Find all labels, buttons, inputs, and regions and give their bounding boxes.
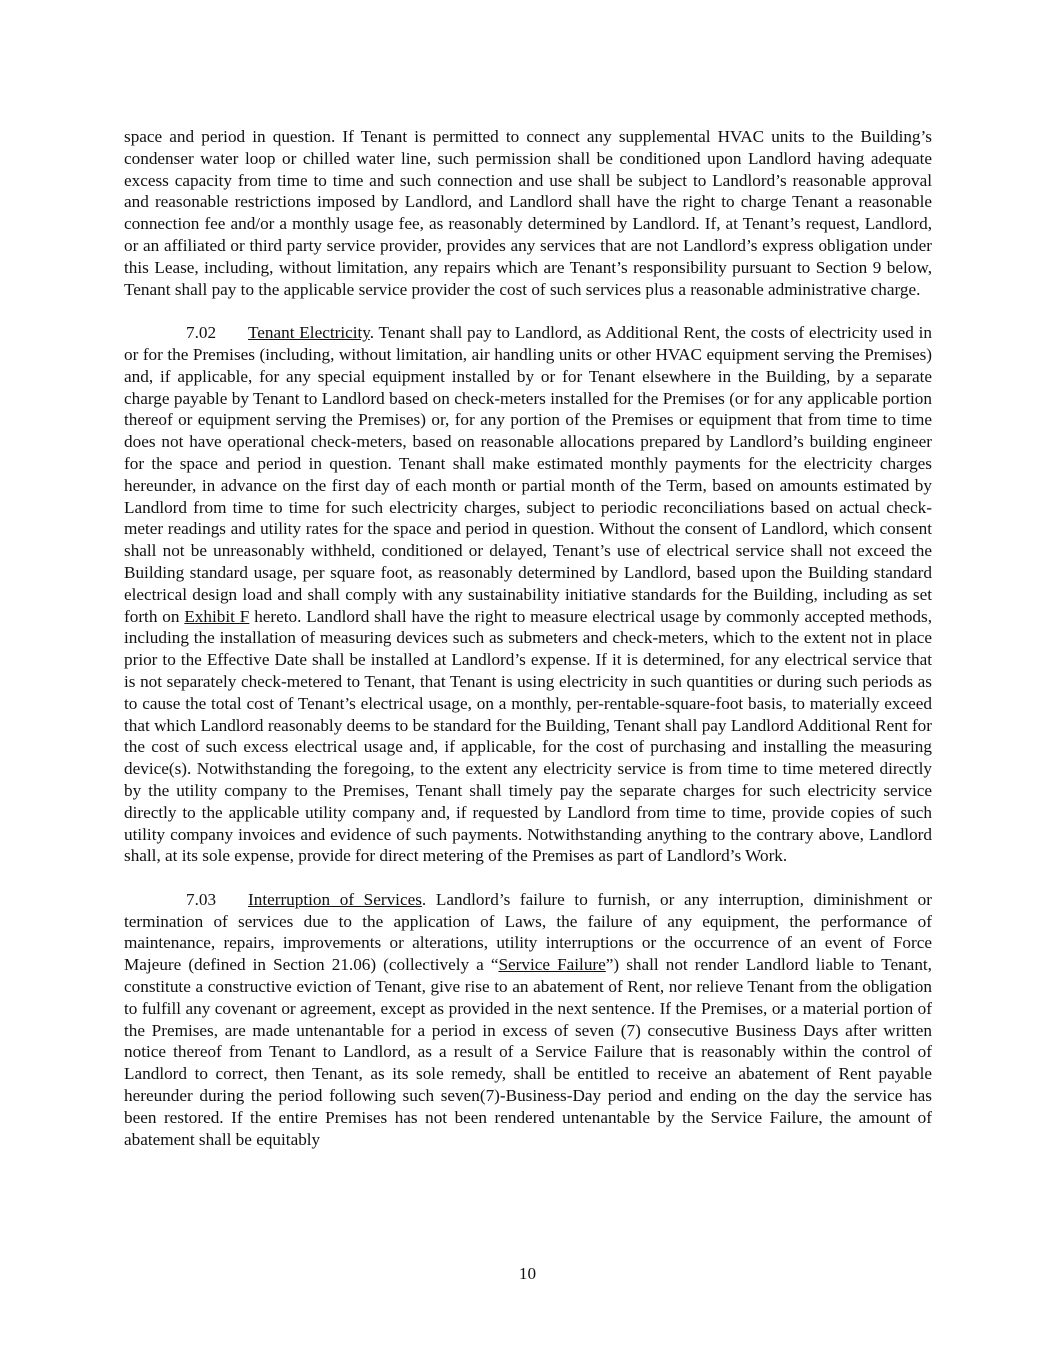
section-7-03-number: 7.03 [186,889,217,909]
section-7-03-text-a: . Landlord’s failure to furnish, or any interruption, diminishment or termination of services due to the application of Laws, the failure of any equipment, the performance of maintenance, repairs, improvements or alterations, utility interruptions or the occurrence of an event of Force Majeure (defined in Section 21.06) (collectively a “ [124,889,932,975]
paragraph-continued [124,126,932,300]
section-7-02-heading: Tenant Electricity [248,323,370,343]
document-body [124,126,932,1172]
section-7-02-text-b: hereto. Landlord shall have the right to measure electrical usage by commonly accepted methods, including the installation of measuring devices such as submeters and check-meters, which to the extent not in place prior to the Effective Date shall be installed at Landlord’s expense. If it is determined, for any electrical service that is not separately check-metered to Tenant, that Tenant is using electricity in such quantities or during such periods as to cause the total cost of Tenant’s electrical usage, on a monthly, per-rentable-square-foot basis, to materially exceed that which Landlord reasonably deems to be standard for the Building, Tenant shall pay Landlord Additional Rent for the cost of such excess electrical usage and, if applicable, for the cost of purchasing and installing the measuring device(s). Notwithstanding the foregoing, to the extent any electricity service is from time to time metered directly by the utility company to the Premises, Tenant shall timely pay the separate charges for such electricity service directly to the applicable utility company and, if requested by Landlord from time to time, provide copies of such utility company invoices and evidence of such payments. Notwithstanding anything to the contrary above, Landlord shall, at its sole expense, provide for direct metering of the Premises as part of Landlord’s Work. [124,606,932,866]
paragraph-continued-text: space and period in question. If Tenant is permitted to connect any supplemental HVAC units to the Building’s condenser water loop or chilled water line, such permission shall be conditioned upon Landlord having adequate excess capacity from time to time and such connection and use shall be subject to Landlord’s reasonable approval and reasonable restrictions imposed by Landlord, and Landlord shall have the right to charge Tenant a reasonable connection fee and/or a monthly usage fee, as reasonably determined by Landlord. If, at Tenant’s request, Landlord, or an affiliated or third party service provider, provides any services that are not Landlord’s express obligation under this Lease, including, without limitation, any repairs which are Tenant’s responsibility pursuant to Section 9 below, Tenant shall pay to the applicable service provider the cost of such services plus a reasonable administrative charge. [124,127,932,299]
section-7-02 [124,322,932,867]
section-7-02-text-a: . Tenant shall pay to Landlord, as Additional Rent, the costs of electricity used in or for the Premises (including, without limitation, air handling units or other HVAC equipment serving the Premises) and, if applicable, for any special equipment installed by or for Tenant elsewhere in the Building, by a separate charge payable by Tenant to Landlord based on check-meters installed for the Premises (or for any applicable portion thereof or equipment serving the Premises) or, for any portion of the Premises or equipment that from time to time does not have operational check-meters, based on reasonable allocations prepared by Landlord’s building engineer for the space and period in question. Tenant shall make estimated monthly payments for the electricity charges hereunder, in advance on the first day of each month or partial month of the Term, based on amounts estimated by Landlord from time to time for such electricity charges, subject to periodic reconciliations based on actual check-meter readings and utility rates for the space and period in question. Without the consent of Landlord, which consent shall not be unreasonably withheld, conditioned or delayed, Tenant’s use of electrical service shall not exceed the Building standard usage, per square foot, as reasonably determined by Landlord, based upon the Building standard electrical design load and shall comply with any sustainability initiative standards for the Building, including as set forth on [124,323,932,626]
page-number: 10 [518,1264,537,1283]
service-failure-term: Service Failure [498,955,606,975]
section-7-03-heading: Interruption of Services [248,889,422,909]
section-7-03-text-b: ”) shall not render Landlord liable to Tenant, constitute a constructive eviction of Tenant, give rise to an abatement of Rent, nor relieve Tenant from the obligation to fulfill any covenant or agreement, except as provided in the next sentence. If the Premises, or a material portion of the Premises, are made untenantable for a period in excess of seven (7) consecutive Business Days after written notice thereof from Tenant to Landlord, as a result of a Service Failure that is reasonably within the control of Landlord to correct, then Tenant, as its sole remedy, shall be entitled to receive an abatement of Rent payable hereunder during the period following such seven(7)-Business-Day period and ending on the day the service has been restored. If the entire Premises has not been rendered untenantable by the Service Failure, the amount of abatement shall be equitably [124,955,932,1149]
exhibit-f-reference: Exhibit F [184,606,250,626]
section-7-02-number: 7.02 [186,323,217,343]
section-7-03 [124,889,932,1151]
